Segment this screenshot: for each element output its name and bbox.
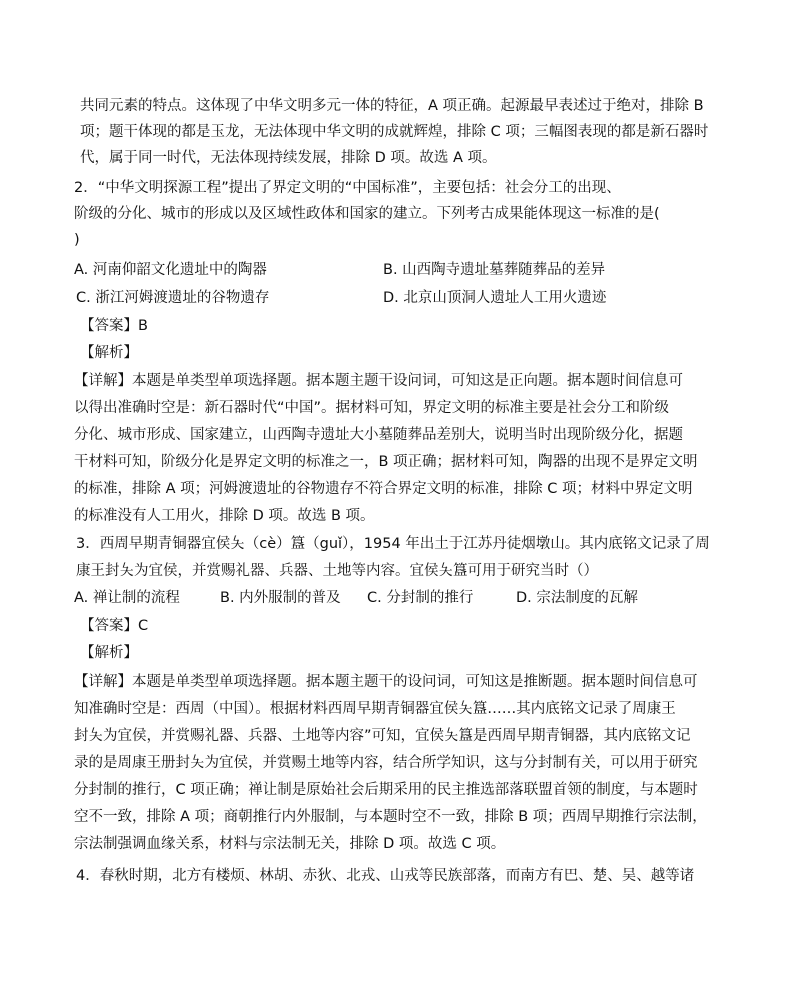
q3-answer: 【答案】C [80, 618, 149, 634]
q1-analysis-line: 代，属于同一时代，无法体现持续发展，排除 D 项。故选 A 项。 [80, 150, 497, 166]
q3-analysis-line: 空不一致，排除 A 项；商朝推行内外服制，与本题时空不一致，排除 B 项；西周早期推行宗法制， [74, 809, 707, 825]
q2-analysis-line: 干材料可知，阶级分化是界定文明的标准之一，B 项正确；据材料可知，陶器的出现不是界定文明 [74, 454, 698, 470]
q2-option-d: D. 北京山顶洞人遗址人工用火遗迹 [383, 290, 607, 306]
q2-analysis-line: 的标准没有人工用火，排除 D 项。故选 B 项。 [74, 508, 375, 524]
q2-stem-line: 2．“中华文明探源工程”提出了界定文明的“中国标准”，主要包括：社会分工的出现、 [74, 180, 621, 196]
q2-analysis-line: 分化、城市形成、国家建立，山西陶寺遗址大小墓随葬品差别大，说明当时出现阶级分化，据题 [74, 427, 683, 443]
q2-analysis-line: 的标准，排除 A 项；河姆渡遗址的谷物遗存不符合界定文明的标准，排除 C 项；材料中界定文明 [74, 481, 693, 497]
q2-analysis-line: 【详解】本题是单类型单项选择题。据本题主题干设问词，可知这是正向题。据本题时间信息可 [74, 373, 683, 389]
q3-option-c: C. 分封制的推行 [367, 590, 474, 606]
q3-option-b: B. 内外服制的普及 [220, 590, 341, 606]
q2-stem-line: 阶级的分化、城市的形成以及区域性政体和国家的建立。下列考古成果能体现这一标准的是( [74, 206, 660, 222]
q3-analysis-line: 封夨为宜侯，并赏赐礼器、兵器、土地等内容”可知，宜侯夨簋是西周早期青铜器，其内底铭文记 [74, 728, 691, 744]
q3-option-d: D. 宗法制度的瓦解 [516, 590, 638, 606]
q3-option-a: A. 禅让制的流程 [74, 590, 180, 606]
q2-stem-line: ) [74, 232, 80, 248]
q2-analysis-label: 【解析】 [80, 345, 138, 361]
q2-option-a: A. 河南仰韶文化遗址中的陶器 [74, 262, 267, 278]
q2-analysis-line: 以得出准确时空是：新石器时代“中国”。据材料可知，界定文明的标准主要是社会分工和阶级 [74, 400, 670, 416]
q2-answer: 【答案】B [80, 318, 148, 334]
q1-analysis-line: 共同元素的特点。这体现了中华文明多元一体的特征，A 项正确。起源最早表述过于绝对，排除 B [80, 98, 704, 114]
q1-analysis-line: 项；题干体现的都是玉龙，无法体现中华文明的成就辉煌，排除 C 项；三幅图表现的都是新石器时 [80, 124, 709, 140]
q3-analysis-line: 录的是周康王册封夨为宜侯，并赏赐土地等内容，结合所学知识，这与分封制有关，可以用于研究 [74, 755, 698, 771]
q3-analysis-line: 宗法制强调血缘关系，材料与宗法制无关，排除 D 项。故选 C 项。 [74, 836, 506, 852]
q4-stem-line: 4．春秋时期，北方有楼烦、林胡、赤狄、北戎、山戎等民族部落，而南方有巴、楚、吴、越等诸 [76, 868, 695, 884]
q2-option-c: C. 浙江河姆渡遗址的谷物遗存 [76, 290, 270, 306]
q3-stem-line: 康王封夨为宜侯，并赏赐礼器、兵器、土地等内容。宜侯夨簋可用于研究当时（） [76, 563, 598, 579]
q3-analysis-line: 知准确时空是：西周（中国）。根据材料西周早期青铜器宜侯夨簋……其内底铭文记录了周康王 [74, 701, 676, 717]
q3-analysis-label: 【解析】 [80, 645, 138, 661]
q3-analysis-line: 分封制的推行，C 项正确；禅让制是原始社会后期采用的民主推选部落联盟首领的制度，与本题时 [74, 782, 698, 798]
q3-stem-line: 3．西周早期青铜器宜侯夨（cè）簋（guǐ），1954 年出土于江苏丹徒烟墩山。其内底铭文记录了周 [76, 536, 710, 552]
q2-option-b: B. 山西陶寺遗址墓葬随葬品的差异 [383, 262, 606, 278]
q3-analysis-line: 【详解】本题是单类型单项选择题。据本题主题干的设问词，可知这是推断题。据本题时间信息可 [74, 674, 698, 690]
